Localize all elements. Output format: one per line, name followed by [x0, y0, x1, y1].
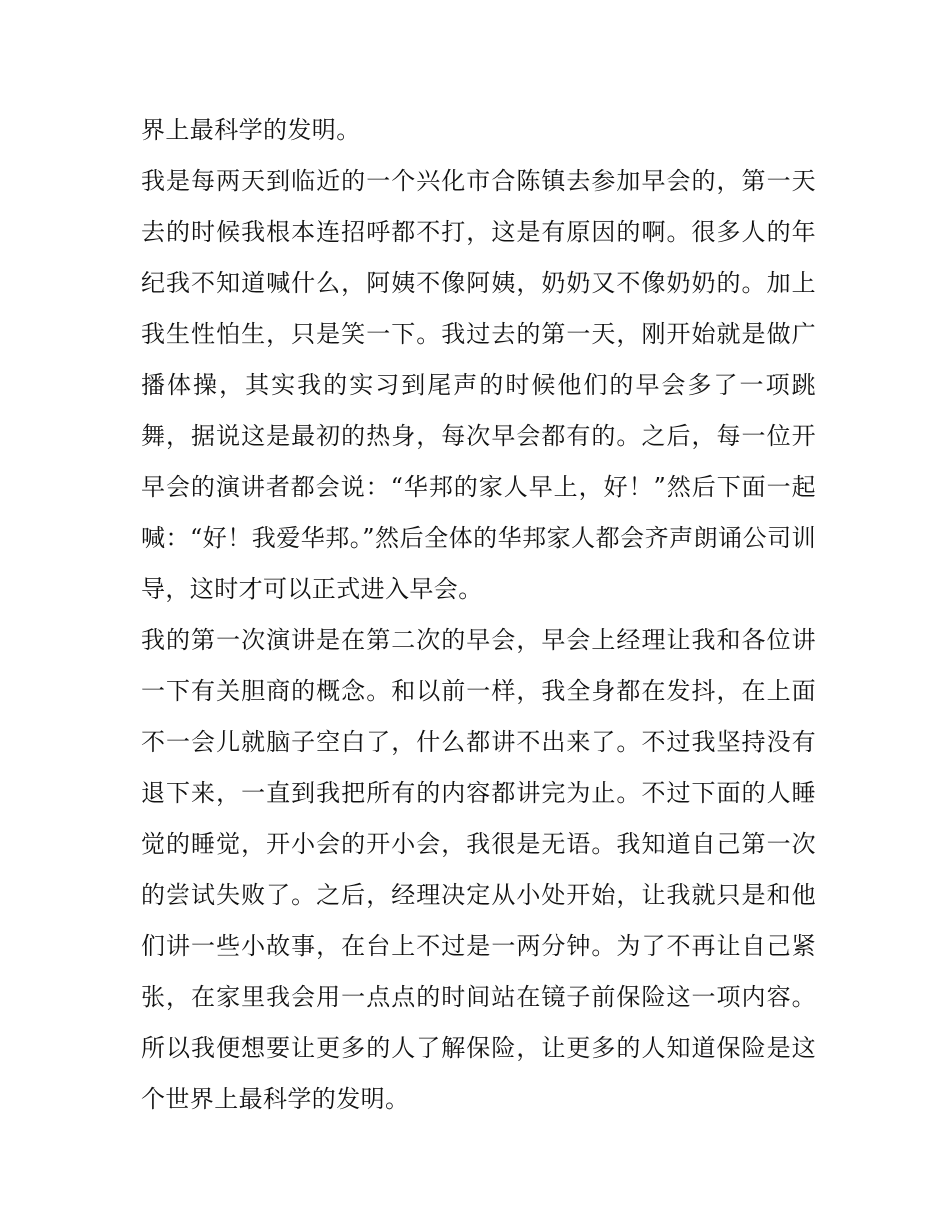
- paragraph-3: 我的第一次演讲是在第二次的早会，早会上经理让我和各位讲一下有关胆商的概念。和以前一样，我全身都在发抖，在上面不一会儿就脑子空白了，什么都讲不出来了。不过我坚持没有退下来，一直到我把所有的内容都讲完为止。不过下面的人睡觉的睡觉，开小会的开小会，我很是无语。我知道自己第一次的尝试失败了。之后，经理决定从小处开始，让我就只是和他们讲一些小故事，在台上不过是一两分钟。为了不再让自己紧张，在家里我会用一点点的时间站在镜子前保险这一项内容。所以我便想要让更多的人了解保险，让更多的人知道保险是这个世界上最科学的发明。: [141, 626, 816, 1113]
- document-body: [141, 105, 816, 1125]
- paragraph-2: 我是每两天到临近的一个兴化市合陈镇去参加早会的，第一天去的时候我根本连招呼都不打，这是有原因的啊。很多人的年纪我不知道喊什么，阿姨不像阿姨，奶奶又不像奶奶的。加上我生性怕生，只是笑一下。我过去的第一天，刚开始就是做广播体操，其实我的实习到尾声的时候他们的早会多了一项跳舞，据说这是最初的热身，每次早会都有的。之后，每一位开早会的演讲者都会说：“华邦的家人早上，好！”然后下面一起喊：“好！我爱华邦。”然后全体的华邦家人都会齐声朗诵公司训导，这时才可以正式进入早会。: [141, 167, 816, 603]
- paragraph-1: 界上最科学的发明。: [141, 116, 361, 144]
